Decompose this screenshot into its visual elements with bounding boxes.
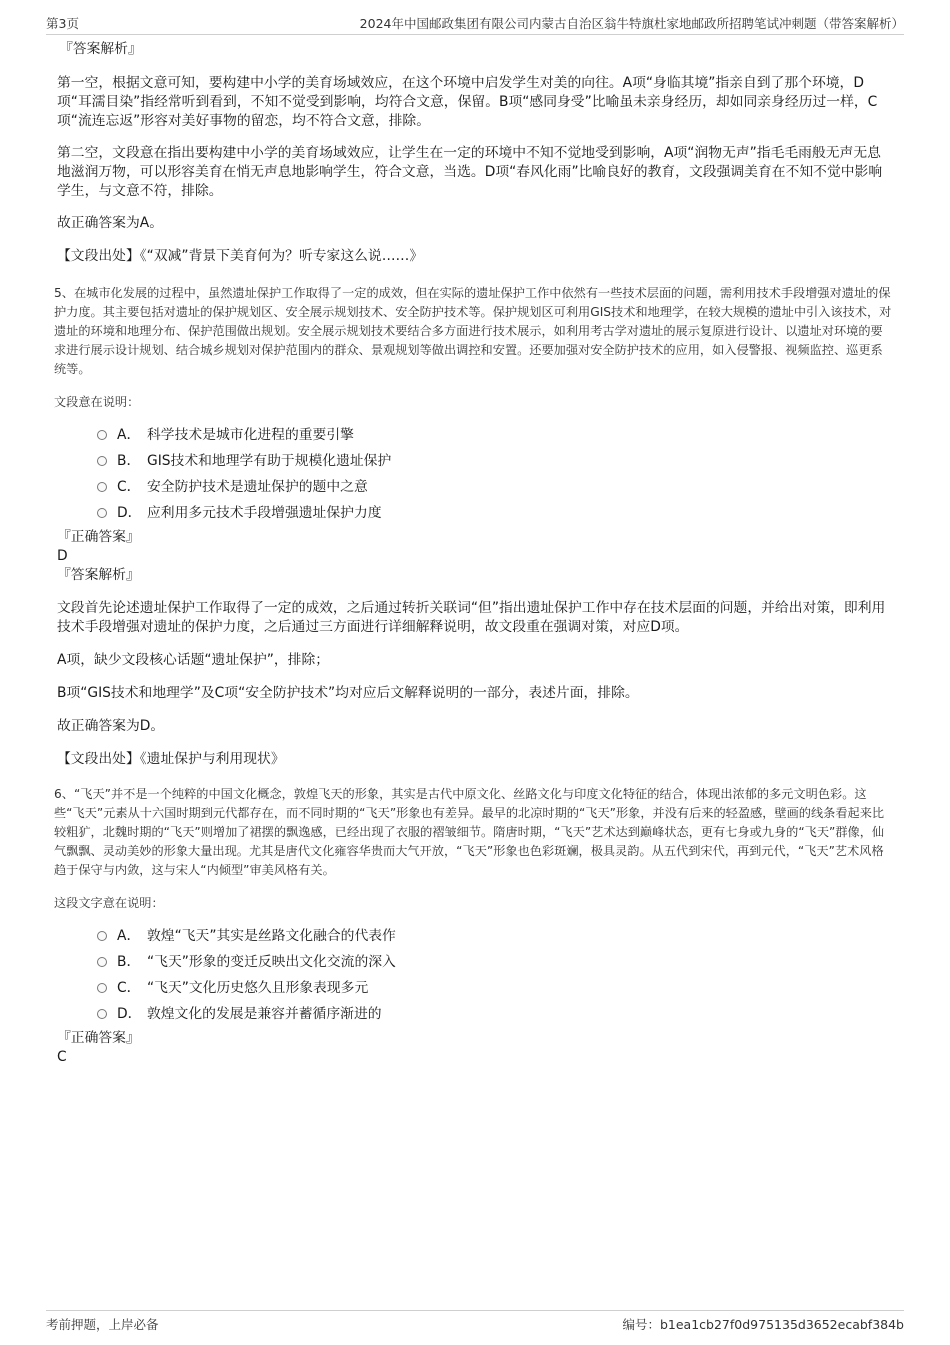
- option-a[interactable]: [57, 923, 892, 949]
- radio-button-icon[interactable]: [97, 983, 107, 993]
- answer-conclusion: 故正确答案为A。: [57, 215, 164, 231]
- option-text: 安全防护技术是遗址保护的题中之意: [147, 479, 368, 495]
- source-citation: 【文段出处】《遗址保护与利用现状》: [57, 751, 285, 767]
- source-citation: 【文段出处】《“双减”背景下美育何为？听专家这么说……》: [57, 248, 424, 264]
- question-stem: 5、在城市化发展的过程中，虽然遗址保护工作取得了一定的成效，但在实际的遗址保护工作中依然有一些技术层面的问题，需利用技术手段增强对遗址的保护力度。其主要包括对遗址的保护规划区、安全展示规划技术、安全防护技术等。保护规划区可利用GIS技术和地理学，在较大规模的遗址中引入该技术，对遗址的环境和地理分布、保护范围做出规划。安全展示规划技术要结合多方面进行技术展示，如利用考古学对遗址的展示复原进行设计、以遗址对环境的要求进行展示设计规划、结合城乡规划对保护范围内的群众、景观规划等做出调控和安置。还要加强对安全防护技术的应用，如入侵警报、视频监控、巡更系统等。: [54, 286, 892, 376]
- option-b[interactable]: [57, 949, 892, 975]
- radio-button-icon[interactable]: [97, 931, 107, 941]
- correct-answer: C: [57, 1049, 67, 1065]
- page-footer: [46, 1310, 904, 1332]
- option-text: GIS技术和地理学有助于规模化遗址保护: [147, 453, 392, 469]
- radio-button-icon[interactable]: [97, 508, 107, 518]
- option-label: C．: [117, 980, 141, 996]
- correct-answer: D: [57, 548, 68, 564]
- page-content: [54, 40, 892, 1067]
- option-label: A．: [117, 427, 141, 443]
- footer-slogan: 考前押题，上岸必备: [46, 1317, 159, 1332]
- radio-button-icon[interactable]: [97, 957, 107, 967]
- option-label: A．: [117, 928, 141, 944]
- option-text: “飞天”文化历史悠久且形象表现多元: [147, 980, 369, 996]
- option-a[interactable]: [57, 422, 892, 448]
- question-prompt: 文段意在说明：: [54, 395, 140, 409]
- radio-button-icon[interactable]: [97, 1009, 107, 1019]
- analysis-paragraph: B项“GIS技术和地理学”及C项“安全防护技术”均对应后文解释说明的一部分，表述片面，排除。: [57, 685, 639, 701]
- question-prompt: 这段文字意在说明：: [54, 896, 164, 910]
- options-list: [57, 422, 892, 526]
- correct-answer-label: 『正确答案』: [57, 529, 140, 545]
- analysis-paragraph: 第一空，根据文意可知，要构建中小学的美育场域效应，在这个环境中启发学生对美的向往。A项“身临其境”指亲自到了那个环境，D项“耳濡目染”指经常听到看到，不知不觉受到影响，均符合文意，保留。B项“感同身受”比喻虽未亲身经历，却如同亲身经历过一样，C项“流连忘返”形容对美好事物的留恋，均不符合文意，排除。: [57, 75, 878, 129]
- analysis-label: 『答案解析』: [59, 41, 142, 57]
- analysis-paragraph: 文段首先论述遗址保护工作取得了一定的成效，之后通过转折关联词“但”指出遗址保护工作中存在技术层面的问题，并给出对策，即利用技术手段增强对遗址的保护力度，之后通过三方面进行详细解释说明，故文段重在强调对策，对应D项。: [57, 600, 886, 635]
- option-label: C．: [117, 479, 141, 495]
- document-title: 2024年中国邮政集团有限公司内蒙古自治区翁牛特旗杜家地邮政所招聘笔试冲刺题（带答案解析）: [359, 16, 904, 31]
- question-stem: 6、“飞天”并不是一个纯粹的中国文化概念，敦煌飞天的形象，其实是古代中原文化、丝路文化与印度文化特征的结合，体现出浓郁的多元文明色彩。这些“飞天”元素从十六国时期到元代都存在，而不同时期的“飞天”形象也有差异。最早的北凉时期的“飞天”形象，并没有后来的轻盈感，壁画的线条看起来比较粗犷，北魏时期的“飞天”则增加了裙摆的飘逸感，已经出现了衣服的褶皱细节。隋唐时期，“飞天”艺术达到巅峰状态，更有七身或九身的“飞天”群像，仙气飘飘、灵动美妙的形象大量出现。尤其是唐代文化雍容华贵而大气开放，“飞天”形象也色彩斑斓，极具灵韵。从五代到宋代，再到元代，“飞天”艺术风格趋于保守与内敛，这与宋人“内倾型”审美风格有关。: [54, 787, 885, 877]
- option-d[interactable]: [57, 500, 892, 526]
- option-text: 敦煌“飞天”其实是丝路文化融合的代表作: [147, 928, 396, 944]
- document-id: 编号：b1ea1cb27f0d975135d3652ecabf384b: [622, 1317, 904, 1332]
- radio-button-icon[interactable]: [97, 456, 107, 466]
- option-text: “飞天”形象的变迁反映出文化交流的深入: [147, 954, 396, 970]
- option-text: 敦煌文化的发展是兼容并蓄循序渐进的: [147, 1006, 382, 1022]
- analysis-paragraph: 第二空，文段意在指出要构建中小学的美育场域效应，让学生在一定的环境中不知不觉地受到影响，A项“润物无声”指毛毛雨般无声无息地滋润万物，可以形容美育在悄无声息地影响学生，符合文意，当选。D项“春风化雨”比喻良好的教育，文段强调美育在不知不觉中影响学生，与文意不符，排除。: [57, 145, 883, 199]
- option-label: B．: [117, 453, 141, 469]
- page-number: 第3页: [46, 16, 79, 31]
- answer-conclusion: 故正确答案为D。: [57, 718, 165, 734]
- option-text: 应利用多元技术手段增强遗址保护力度: [147, 505, 382, 521]
- radio-button-icon[interactable]: [97, 482, 107, 492]
- analysis-label: 『答案解析』: [57, 567, 140, 583]
- option-d[interactable]: [57, 1001, 892, 1027]
- radio-button-icon[interactable]: [97, 430, 107, 440]
- option-label: D．: [117, 1006, 142, 1022]
- option-b[interactable]: [57, 448, 892, 474]
- option-c[interactable]: [57, 975, 892, 1001]
- option-label: D．: [117, 505, 142, 521]
- option-label: B．: [117, 954, 141, 970]
- analysis-paragraph: A项，缺少文段核心话题“遗址保护”，排除；: [57, 652, 330, 668]
- options-list: [57, 923, 892, 1027]
- option-text: 科学技术是城市化进程的重要引擎: [147, 427, 354, 443]
- page-header: [46, 14, 904, 35]
- option-c[interactable]: [57, 474, 892, 500]
- correct-answer-label: 『正确答案』: [57, 1030, 140, 1046]
